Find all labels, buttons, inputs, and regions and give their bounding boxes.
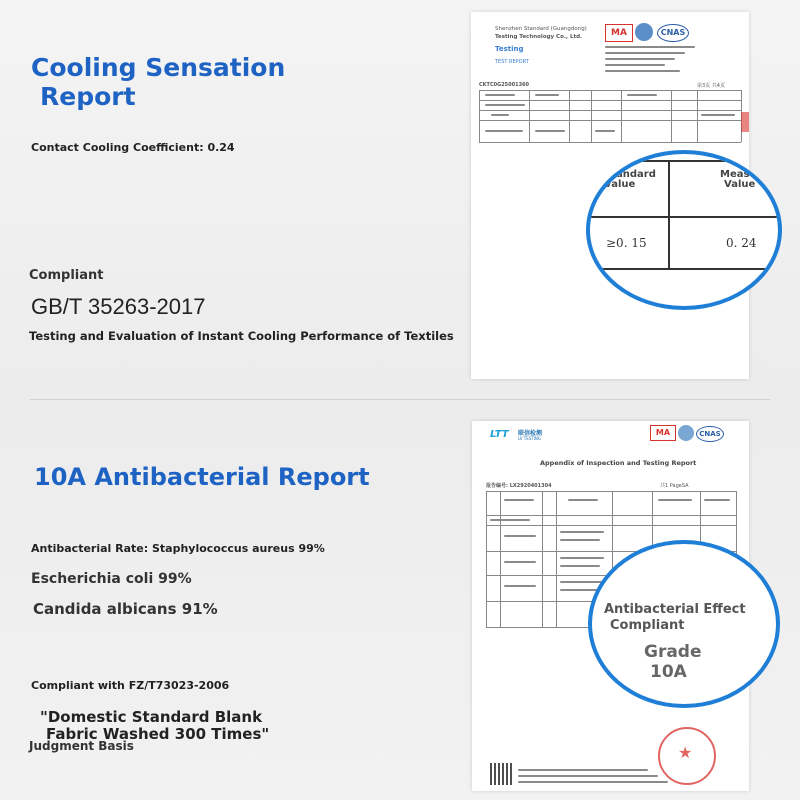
red-official-seal-icon bbox=[658, 727, 716, 785]
table-border bbox=[500, 491, 501, 627]
standard-value-header-line1: Standard bbox=[604, 169, 656, 180]
table-text bbox=[535, 130, 565, 132]
table-border bbox=[621, 90, 622, 142]
lt-name: 联信检测 bbox=[518, 430, 543, 437]
table-text bbox=[504, 561, 536, 563]
table-text bbox=[658, 499, 692, 501]
address-text-line bbox=[605, 64, 665, 66]
ilac-logo-icon bbox=[635, 23, 653, 41]
lt-sub: LV TESTING bbox=[518, 436, 542, 441]
grade-value: 10A bbox=[650, 662, 687, 682]
magnifier-table-divider bbox=[668, 160, 670, 270]
antibacterial-title: 10A Antibacterial Report bbox=[34, 463, 370, 491]
cooling-cnas-label: CNAS bbox=[660, 28, 686, 37]
table-border bbox=[529, 90, 530, 142]
table-border bbox=[556, 491, 557, 627]
table-text bbox=[491, 114, 509, 116]
judgment-basis: Judgment Basis bbox=[29, 739, 134, 753]
quote-line2: Fabric Washed 300 Times" bbox=[46, 725, 270, 743]
seal-star-icon: ★ bbox=[678, 745, 693, 762]
table-text bbox=[504, 585, 536, 587]
cooling-magnifier-callout bbox=[586, 150, 782, 310]
magnifier-table-top-line bbox=[590, 160, 782, 162]
table-border bbox=[486, 491, 487, 627]
candida-rate: Candida albicans 91% bbox=[33, 600, 218, 618]
cooling-title-line1: Cooling Sensation bbox=[31, 53, 286, 82]
table-border bbox=[486, 515, 736, 516]
cooling-stamp-label: Testing bbox=[495, 45, 524, 53]
ma-logo-icon bbox=[605, 24, 633, 42]
address-text-line bbox=[605, 52, 685, 54]
table-text bbox=[535, 94, 559, 96]
table-border bbox=[591, 90, 592, 142]
cooling-standard: GB/T 35263-2017 bbox=[31, 294, 206, 319]
footer-text bbox=[518, 775, 658, 777]
ilac-logo-icon bbox=[678, 425, 694, 441]
magnifier-table-mid-line bbox=[590, 216, 782, 218]
table-border bbox=[479, 100, 741, 101]
measured-value-header-line1: Measured bbox=[720, 169, 776, 180]
footer-text bbox=[518, 781, 668, 783]
table-border bbox=[479, 90, 480, 142]
cooling-report-label: TEST REPORT bbox=[495, 59, 529, 65]
cooling-report-number: CKTC0G25001360 bbox=[479, 82, 530, 88]
table-border bbox=[479, 110, 741, 111]
table-border bbox=[569, 90, 570, 142]
table-text bbox=[701, 114, 735, 116]
table-border bbox=[671, 90, 672, 142]
cnas-logo-icon bbox=[657, 24, 689, 42]
footer-text bbox=[518, 769, 648, 771]
table-text bbox=[560, 531, 604, 533]
magnifier-table-bottom-line bbox=[590, 268, 782, 270]
table-border bbox=[479, 90, 741, 91]
ma-logo-icon bbox=[650, 425, 676, 441]
table-border bbox=[697, 90, 698, 142]
red-stamp-mark bbox=[741, 112, 749, 132]
table-border bbox=[486, 525, 736, 526]
table-text bbox=[560, 581, 604, 583]
measured-value-header-line2: Value bbox=[724, 179, 756, 187]
table-border bbox=[486, 491, 736, 492]
table-text bbox=[560, 539, 600, 541]
standard-value-header-line2: Value bbox=[604, 179, 636, 187]
table-text bbox=[568, 499, 598, 501]
section-divider bbox=[30, 399, 770, 400]
table-text bbox=[595, 130, 615, 132]
antibacterial-effect-line1: Antibacterial Effect bbox=[604, 602, 746, 617]
quote-line1: "Domestic Standard Blank bbox=[40, 708, 263, 726]
lt-logo-text: LTT bbox=[490, 429, 509, 440]
cooling-issuer-line2: Testing Technology Co., Ltd. bbox=[495, 34, 583, 40]
table-border bbox=[542, 491, 543, 627]
appendix-title: Appendix of Inspection and Testing Report bbox=[540, 459, 697, 467]
table-text bbox=[560, 589, 600, 591]
lt-logo-icon bbox=[490, 429, 509, 440]
address-text-line bbox=[605, 58, 675, 60]
address-text-block bbox=[605, 46, 695, 48]
antibacterial-page-number: 共1 PageSA bbox=[660, 483, 689, 489]
table-border bbox=[479, 120, 741, 121]
measured-value: 0. 24 bbox=[726, 236, 757, 250]
table-text bbox=[485, 130, 523, 132]
qr-code-icon bbox=[490, 763, 512, 785]
table-text bbox=[560, 557, 604, 559]
table-text bbox=[485, 104, 525, 106]
cooling-issuer-line1: Shenzhen Standard (Guangdong) bbox=[495, 26, 587, 32]
table-text bbox=[504, 535, 536, 537]
cooling-page-number: 第3页 共4页 bbox=[697, 83, 725, 89]
antibacterial-rate: Antibacterial Rate: Staphylococcus aureus 99% bbox=[31, 542, 325, 555]
table-border bbox=[479, 142, 741, 143]
antibacterial-effect-line2: Compliant bbox=[610, 618, 685, 633]
compliant-standard: Compliant with FZ/T73023-2006 bbox=[31, 679, 230, 692]
address-text-line bbox=[605, 70, 680, 72]
table-text bbox=[490, 519, 530, 521]
table-text bbox=[627, 94, 657, 96]
cooling-compliant-label: Compliant bbox=[29, 268, 104, 283]
antibacterial-magnifier-callout bbox=[588, 540, 780, 708]
standard-value: ≥0. 15 bbox=[606, 236, 647, 250]
grade-label: Grade bbox=[644, 642, 702, 662]
cooling-coefficient: Contact Cooling Coefficient: 0.24 bbox=[31, 141, 235, 154]
cooling-title-line2: Report bbox=[40, 82, 136, 111]
cooling-standard-description: Testing and Evaluation of Instant Cooling Performance of Textiles bbox=[29, 329, 454, 343]
table-text bbox=[704, 499, 730, 501]
cnas-logo-icon bbox=[696, 426, 724, 442]
antibacterial-report-number: 报告编号: LX2920401304 bbox=[486, 483, 552, 489]
table-text bbox=[504, 499, 534, 501]
table-text bbox=[485, 94, 515, 96]
antibacterial-ma-label: MA bbox=[655, 428, 671, 437]
ecoli-rate: Escherichia coli 99% bbox=[31, 571, 192, 587]
table-text bbox=[560, 565, 600, 567]
cooling-ma-label: MA bbox=[611, 28, 627, 38]
antibacterial-cnas-label: CNAS bbox=[699, 430, 721, 438]
